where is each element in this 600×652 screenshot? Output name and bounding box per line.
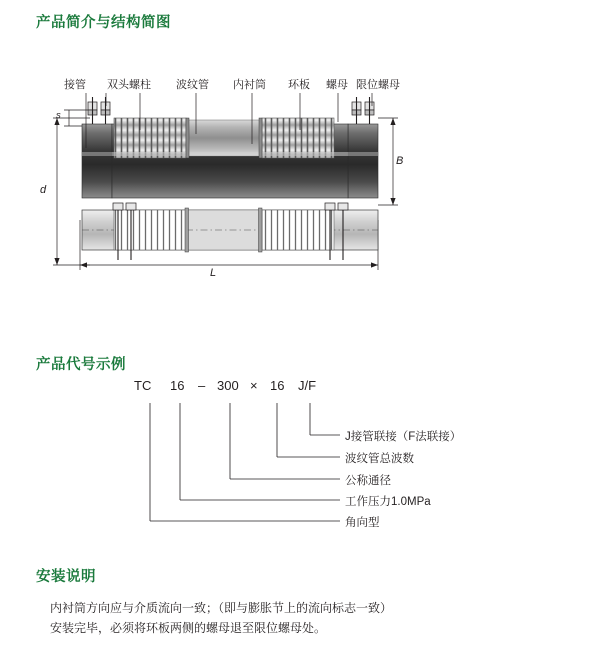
dimension-label-d: d [40, 184, 47, 196]
callout-label-1: 双头螺柱 [107, 79, 151, 91]
section-title-intro: 产品简介与结构简图 [36, 15, 171, 31]
code-token-6: J/F [298, 378, 317, 393]
code-desc-0: J接管联接（F法联接） [345, 431, 462, 443]
callout-label-2: 波纹管 [176, 79, 209, 91]
callout-label-0: 接管 [64, 79, 86, 91]
code-token-4: × [250, 378, 258, 393]
top-view-assembly [82, 97, 378, 198]
code-desc-2: 公称通径 [345, 475, 391, 487]
structure-diagram [0, 60, 600, 300]
callout-label-6: 限位螺母 [356, 79, 400, 91]
code-token-5: 16 [270, 378, 285, 393]
code-token-2: – [198, 378, 206, 393]
dimension-label-B: B [396, 155, 404, 167]
callout-label-4: 环板 [288, 79, 310, 91]
callout-label-5: 螺母 [326, 79, 348, 91]
dimension-label-L: L [210, 267, 217, 279]
code-desc-4: 角向型 [345, 517, 380, 529]
code-desc-1: 波纹管总波数 [345, 453, 414, 465]
product-code-diagram [0, 378, 600, 543]
code-desc-3: 工作压力1.0MPa [345, 496, 431, 508]
code-token-3: 300 [217, 378, 239, 393]
dimension-label-s: s [56, 110, 61, 121]
installation-notes [50, 598, 570, 638]
code-token-1: 16 [170, 378, 185, 393]
code-token-0: TC [134, 378, 152, 393]
section-title-install: 安装说明 [36, 569, 96, 585]
bottom-view-assembly [82, 203, 378, 260]
section-title-code: 产品代号示例 [36, 357, 126, 373]
installation-note-line-1: 安装完毕，必须将环板两侧的螺母退至限位螺母处。 [50, 621, 327, 635]
product-code-leaders [0, 378, 600, 543]
callout-label-3: 内衬筒 [233, 79, 266, 91]
installation-note-line-0: 内衬筒方向应与介质流向一致；（即与膨胀节上的流向标志一致） [50, 601, 393, 615]
structure-diagram-svg [0, 60, 600, 300]
